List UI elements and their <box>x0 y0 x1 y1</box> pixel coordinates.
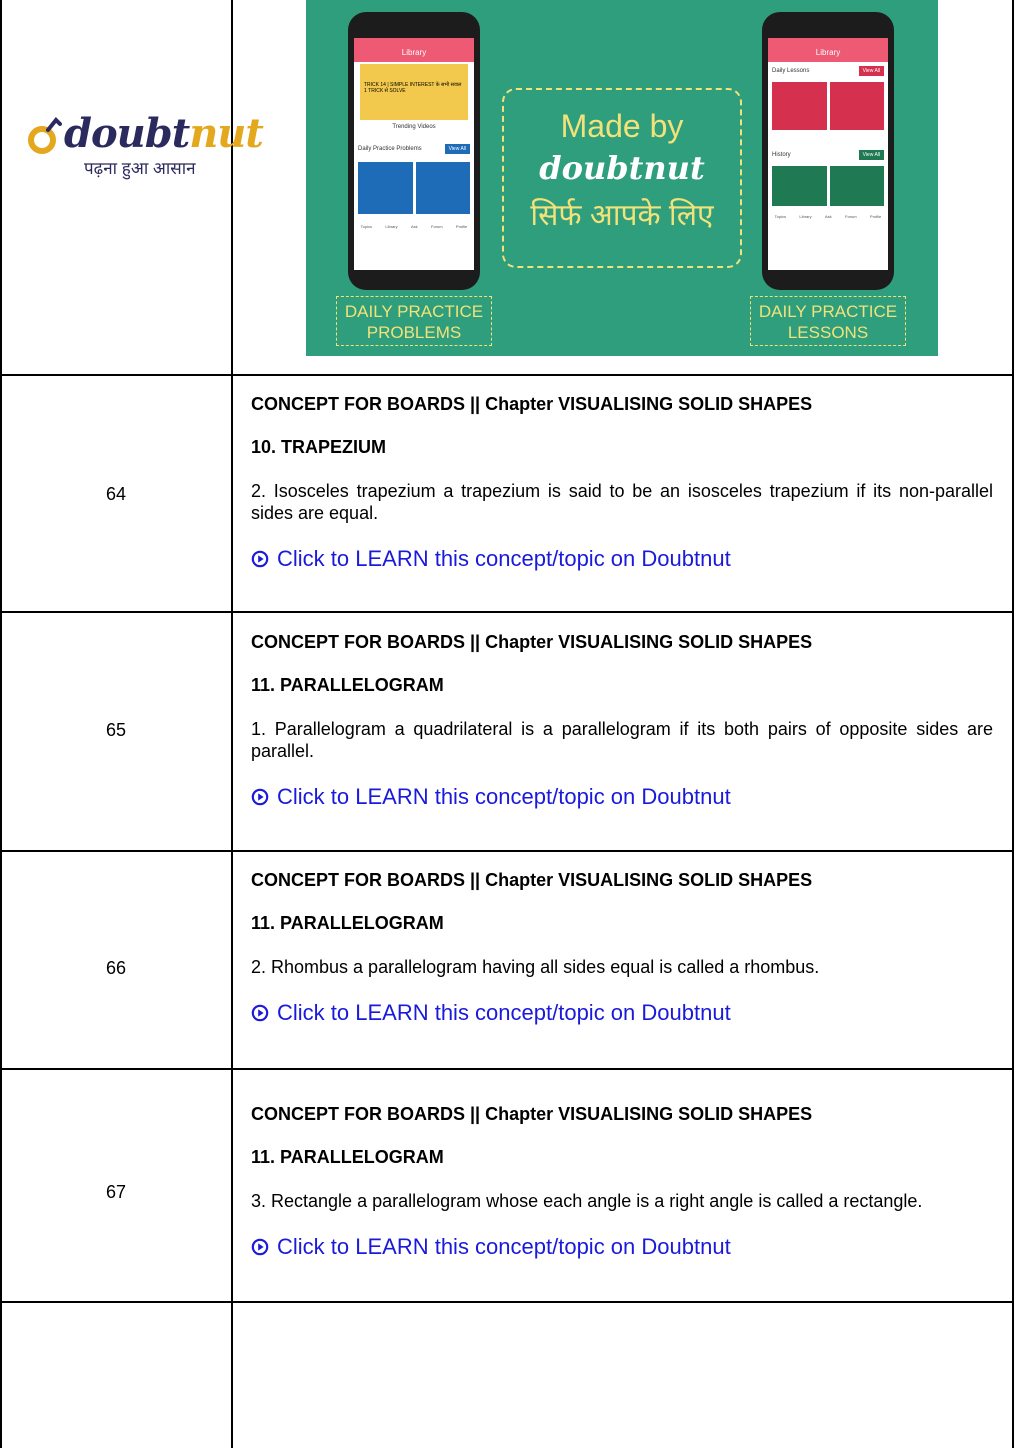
play-circle-icon <box>251 1004 269 1022</box>
learn-link[interactable] <box>251 1234 993 1260</box>
phone-screen-left <box>354 38 474 270</box>
topic-heading: 11. PARALLELOGRAM <box>251 1147 444 1167</box>
row-divider <box>0 1301 1014 1303</box>
learn-link[interactable] <box>251 1000 993 1026</box>
phone-mockup-left <box>348 12 480 290</box>
concept-heading: CONCEPT FOR BOARDS || Chapter VISUALISING SOLID SHAPES <box>251 632 813 652</box>
brand-text: doubtnut <box>539 149 705 187</box>
concept-heading: CONCEPT FOR BOARDS || Chapter VISUALISING SOLID SHAPES <box>251 1104 813 1124</box>
practice-card <box>358 162 413 214</box>
learn-link-text[interactable]: Click to LEARN this concept/topic on Doubtnut <box>277 784 731 809</box>
row-content <box>251 632 993 810</box>
hindi-text: सिर्फ आपके लिए <box>530 199 714 232</box>
concept-description: 1. Parallelogram a quadrilateral is a parallelogram if its both pairs of opposite sides are parallel. <box>251 719 993 761</box>
row-divider <box>0 611 1014 613</box>
phone-mockup-right <box>762 12 894 290</box>
section-trending: Trending Videos <box>392 124 436 130</box>
view-all-button[interactable]: View All <box>859 150 884 160</box>
row-divider <box>0 1068 1014 1070</box>
concept-heading: CONCEPT FOR BOARDS || Chapter VISUALISING SOLID SHAPES <box>251 394 813 414</box>
learn-link[interactable] <box>251 546 993 572</box>
learn-link-text[interactable]: Click to LEARN this concept/topic on Doubtnut <box>277 1000 731 1025</box>
learn-link-text[interactable]: Click to LEARN this concept/topic on Doubtnut <box>277 546 731 571</box>
section-daily-practice: Daily Practice Problems View All <box>358 144 470 154</box>
history-cards <box>772 166 884 206</box>
app-header: Library <box>354 38 474 62</box>
lesson-card <box>830 82 885 130</box>
play-circle-icon <box>251 788 269 806</box>
practice-card <box>416 162 471 214</box>
play-circle-icon <box>251 1238 269 1256</box>
learn-link-text[interactable]: Click to LEARN this concept/topic on Doubtnut <box>277 1234 731 1259</box>
practice-cards <box>358 162 470 214</box>
history-card <box>772 166 827 206</box>
made-by-badge <box>502 88 742 268</box>
row-number: 67 <box>105 1182 127 1202</box>
promo-banner <box>306 0 938 356</box>
play-circle-icon <box>251 550 269 568</box>
row-number: 66 <box>105 958 127 978</box>
bottom-nav: Topics Library Ask Forum Profile <box>360 224 468 229</box>
daily-practice-problems-label: DAILY PRACTICE PROBLEMS <box>336 296 492 346</box>
row-divider <box>0 850 1014 852</box>
logo-tagline: पढ़ना हुआ आसान <box>84 159 196 178</box>
concept-description: 2. Isosceles trapezium a trapezium is said to be an isosceles trapezium if its non-parallel sides are equal. <box>251 481 993 523</box>
concept-heading: CONCEPT FOR BOARDS || Chapter VISUALISING SOLID SHAPES <box>251 870 813 890</box>
topic-heading: 11. PARALLELOGRAM <box>251 913 444 933</box>
row-divider <box>0 374 1014 376</box>
topic-heading: 11. PARALLELOGRAM <box>251 675 444 695</box>
table-border-right <box>1012 0 1014 1448</box>
daily-practice-lessons-label: DAILY PRACTICE LESSONS <box>750 296 906 346</box>
row-number: 65 <box>105 720 127 740</box>
concept-description: 3. Rectangle a parallelogram whose each angle is a right angle is called a rectangle. <box>251 1191 923 1211</box>
history-card <box>830 166 885 206</box>
row-content <box>251 394 993 572</box>
learn-link[interactable] <box>251 784 993 810</box>
view-all-button[interactable]: View All <box>445 144 470 154</box>
row-content <box>251 870 993 1026</box>
made-by-text: Made by <box>560 108 684 144</box>
section-history: History View All <box>772 150 884 160</box>
lesson-card <box>772 82 827 130</box>
doubtnut-mark-icon <box>26 116 62 156</box>
row-number: 64 <box>105 484 127 504</box>
lesson-cards <box>772 82 884 130</box>
trick-card: TRICK 14 | SIMPLE INTEREST के सभी सवाल 1 TRICK से SOLVE <box>360 64 468 120</box>
topic-heading: 10. TRAPEZIUM <box>251 437 387 457</box>
view-all-button[interactable]: View All <box>859 66 884 76</box>
concept-description: 2. Rhombus a parallelogram having all sides equal is called a rhombus. <box>251 957 820 977</box>
phone-screen-right <box>768 38 888 270</box>
doubtnut-logo <box>26 110 263 200</box>
bottom-nav: Topics Library Ask Forum Profile <box>774 214 882 219</box>
logo-wordmark: doubtnut <box>64 110 263 157</box>
section-daily-lessons: Daily Lessons View All <box>772 66 884 76</box>
row-content <box>251 1104 993 1260</box>
app-header: Library <box>768 38 888 62</box>
